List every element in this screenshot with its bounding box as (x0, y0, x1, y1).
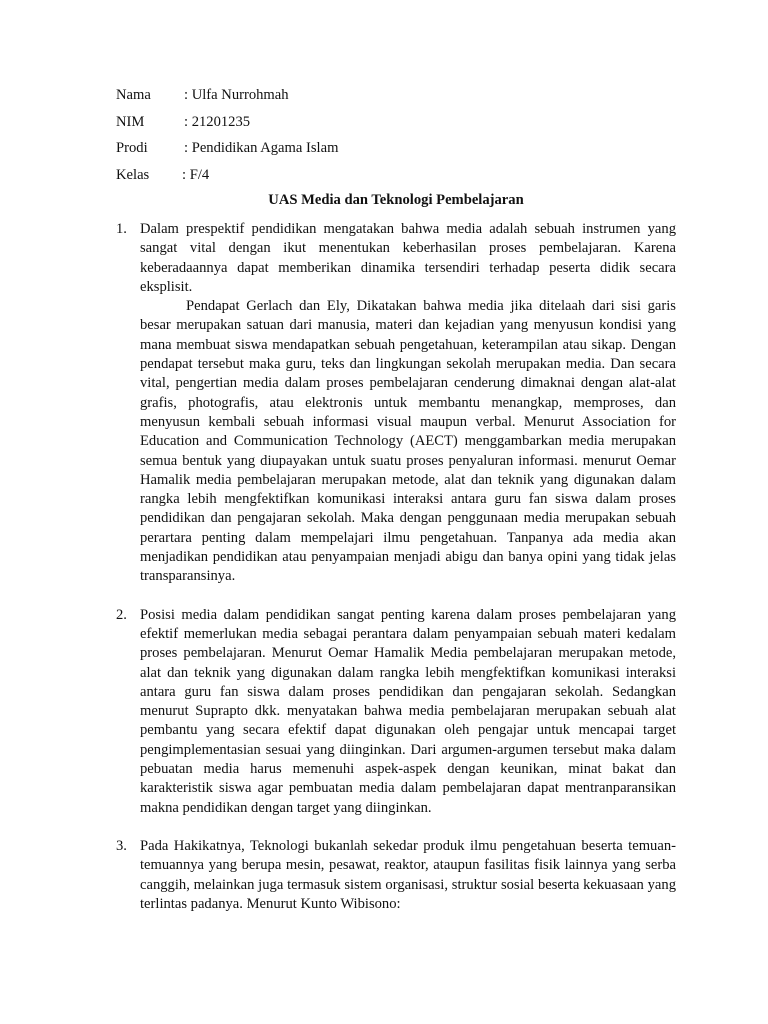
item-number: 3. (116, 837, 127, 854)
answer-item-3 (116, 837, 676, 914)
answer-paragraph: Pada Hakikatnya, Teknologi bukanlah sekedar produk ilmu pengetahuan beserta temuan-temuannya yang berupa mesin, pesawat, reaktor, ataupun fasilitas fisik lainnya yang serba canggih, melainkan juga termasuk sistem organisasi, struktur sosial beserta kekuasaan yang terlintas padanya. Menurut Kunto Wibisono: (140, 837, 676, 912)
name-value: : Ulfa Nurrohmah (184, 87, 289, 103)
answer-item-1 (116, 220, 676, 587)
answer-paragraph: Pendapat Gerlach dan Ely, Dikatakan bahwa media jika ditelaah dari sisi garis besar merupakan satuan dari manusia, materi dan kejadian yang menyusun kondisi yang mana membuat siswa mendapatkan sebuah pengetahuan, keterampilan atau sikap. Dengan pendapat tersebut maka guru, teks dan lingkungan sekolah merupakan media. Dan secara vital, pengertian media dalam proses pembelajaran cenderung dimaknai dengan alat-alat grafis, photografis, atau elektronis untuk membantu menangkap, memproses, dan menyusun kembali sebuah informasi visual maupun verbal. Menurut Association for Education and Communication Technology (AECT) menggambarkan media merupakan semua bentuk yang diupayakan untuk suatu proses penyaluran informasi. menurut Oemar Hamalik media pembelajaran merupakan metode, alat dan teknik yang digunakan dalam rangka lebih mengfektifkan komunikasi interaksi antara guru fan siswa dalam proses pendidikan dan pengajaran sekolah. Maka dengan penggunaan media merupakan sebuah perartara penting dalam mempelajari ilmu pengetahuan. Tanpanya ada media akan menjadikan pendidikan atau penyampaian menjadi abigu dan banya opini yang tidak jelas transparansinya. (140, 298, 676, 585)
answer-paragraph: Posisi media dalam pendidikan sangat penting karena dalam proses pembelajaran yang efektif memerlukan media sebagai perantara dalam penyampaian sebuah materi kedalam proses pembelajaran. Menurut Oemar Hamalik Media pembelajaran merupakan metode, alat dan teknik yang digunakan dalam rangka lebih mengfektifkan komunikasi interaksi antara guru fan siswa dalam proses pendidikan dan pengajaran sekolah. Sedangkan menurut Suprapto dkk. menyatakan bahwa media pembelajaran merupakan sebuah alat pembantu yang secara efektif dapat digunakan oleh pengajar untuk mencapai target pengimplementasian sesuai yang diinginkan. Dari argumen-argumen tersebut maka dalam pebuatan media harus memenuhi aspek-aspek dengan keunikan, minat bakat dan karakteristik siswa agar pembuatan media dalam pembelajaran dapat mentranparansikan makna pendidikan dengan target yang diinginkan. (140, 606, 676, 816)
document-title: UAS Media dan Teknologi Pembelajaran (268, 192, 524, 208)
identity-row-name (116, 86, 676, 113)
kelas-label: Kelas (116, 166, 150, 183)
answer-paragraph: Dalam prespektif pendidikan mengatakan bahwa media adalah sebuah instrumen yang sangat vital dengan ikut menentukan keberhasilan proses pembelajaran. Karena keberadaannya dapat memberikan dinamika tersendiri terhadap peserta didik secara eksplisit. (140, 221, 676, 295)
item-number: 2. (116, 606, 127, 623)
answer-list (116, 220, 676, 933)
identity-row-nim (116, 113, 676, 140)
item-number: 1. (116, 221, 127, 237)
student-identity (116, 86, 676, 192)
prodi-label: Prodi (116, 140, 148, 156)
identity-row-prodi (116, 139, 676, 166)
kelas-value: : F/4 (182, 166, 210, 183)
nim-label: NIM (116, 113, 145, 130)
nim-value: : 21201235 (184, 113, 251, 130)
prodi-value: : Pendidikan Agama Islam (184, 140, 339, 156)
answer-item-2 (116, 606, 676, 818)
name-label: Nama (116, 87, 151, 103)
identity-row-kelas (116, 166, 676, 193)
